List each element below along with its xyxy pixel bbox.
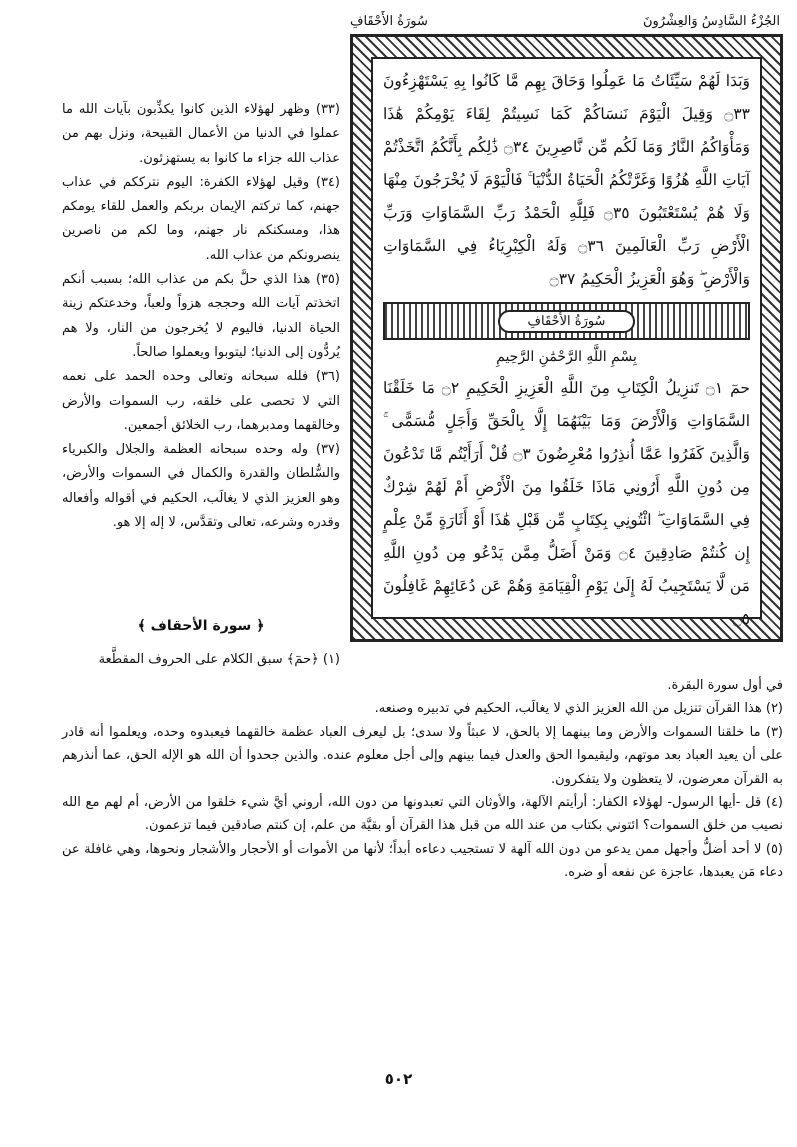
- tafsir-note-34: (٣٤) وقيل لهؤلاء الكفرة: اليوم نترككم في عذاب جهنم، كما تركتم الإيمان بربكم والعمل للقاء يومكم هذا، ومسكنكم نار جهنم، وما لكم من ناصرين ينصرونكم من عذاب الله.: [62, 174, 340, 263]
- tafsir-note-2: (٢) هذا القرآن تنزيل من الله العزيز الذي لا يغالَب، الحكيم في تدبيره وصنعه.: [374, 701, 783, 717]
- tafsir-note-37: (٣٧) وله وحده سبحانه العظمة والجلال والكبرياء والسُّلطان والقدرة والكمال في السموات والأرض، وهو العزيز الذي لا يغالَب، الحكيم في أقواله وأفعاله وقدره وشرعه، تعالى وتقدَّس، لا إله إلا هو.: [62, 442, 340, 531]
- tafsir-side-column: [62, 98, 340, 535]
- surah-banner: [383, 302, 750, 340]
- basmala: بِسْمِ اللَّهِ الرَّحْمَٰنِ الرَّحِيمِ: [496, 349, 637, 365]
- tafsir-note-4: (٤) قل -أيها الرسول- لهؤلاء الكفار: أرأيتم الآلهة، والأوثان التي تعبدونها من دون الله، أروني أيَّ شيء خلقوا من الأرض، أم لهم مع الله نصيب من خلق السموات؟ ائتوني بكتاب من عند الله من قبل هذا القرآن أو بقيَّة من علم، إن كنتم صادقين فيما تزعمون.: [62, 795, 783, 834]
- tafsir-surah-title: ﴿ سورة الأحقاف ﴾: [137, 618, 265, 634]
- juz-label: الجُزْءُ السَّادِسُ وَالعِشْرُونَ: [642, 14, 780, 29]
- ayat-bottom: حمٓ ۝١ تَنزِيلُ الْكِتَابِ مِنَ اللَّهِ الْعَزِيزِ الْحَكِيمِ ۝٢ مَا خَلَقْنَا السَّمَاوَاتِ وَالْأَرْضَ وَمَا بَيْنَهُمَا إِلَّا بِالْحَقِّ وَأَجَلٍ مُّسَمًّى ۚ وَالَّذِينَ كَفَرُوا عَمَّا أُنذِرُوا مُعْرِضُونَ ۝٣ قُلْ أَرَأَيْتُم مَّا تَدْعُونَ مِن دُونِ اللَّهِ أَرُونِي مَاذَا خَلَقُوا مِنَ الْأَرْضِ أَمْ لَهُمْ شِرْكٌ فِي السَّمَاوَاتِ ۖ ائْتُونِي بِكِتَابٍ مِّن قَبْلِ هَٰذَا أَوْ أَثَارَةٍ مِّنْ عِلْمٍ إِن كُنتُمْ صَادِقِينَ ۝٤ وَمَنْ أَضَلُّ مِمَّن يَدْعُو مِن دُونِ اللَّهِ مَن لَّا يَسْتَجِيبُ لَهُ إِلَىٰ يَوْمِ الْقِيَامَةِ وَهُمْ عَن دُعَائِهِمْ غَافِلُونَ ۝٥: [383, 379, 751, 628]
- mushaf-text-area: [371, 57, 762, 628]
- page-number: ٥٠٢: [384, 1070, 413, 1088]
- surah-banner-title: سُورَةُ الأَحْقَافِ: [498, 310, 636, 333]
- tafsir-note-35: (٣٥) هذا الذي حلَّ بكم من عذاب الله؛ بسبب أنكم اتخذتم آيات الله وحججه هزواً ولعباً، وخدعتكم زينة الحياة الدنيا، فاليوم لا يُخرجون من النار، ولا هم يُردُّون إلى الدنيا؛ ليتوبوا ويعملوا صالحاً.: [62, 272, 340, 360]
- tafsir-note-3: (٣) ما خلقنا السموات والأرض وما بينهما إلا بالحق، لا عبثاً ولا سدى؛ بل ليعرف العباد عظمة خالقهما فيعبدوه وحده، ويعلموا أنه قادر على أن يعيد العباد بعد موتهم، وليقيموا الحق والعدل فيما بينهم وإلى أجل معلوم عنده. والذين جحدوا أن الله هو الإله الحق، عما أنذرهم به القرآن معرضون، لا يتعظون ولا يتفكرون.: [62, 724, 783, 787]
- tafsir-bottom-block: [62, 674, 783, 885]
- page-header: [350, 10, 780, 34]
- surah-label: سُورَةُ الأَحْقَافِ: [350, 14, 428, 29]
- mushaf-frame: [350, 34, 783, 642]
- tafsir-note-1-continued: في أول سورة البقرة.: [667, 678, 783, 693]
- tafsir-note-36: (٣٦) فلله سبحانه وتعالى وحده الحمد على نعمه التي لا تحصى على خلقه، رب السموات والأرض وخالقهما ومدبرهما، رب الخلائق أجمعين.: [62, 369, 340, 433]
- ayat-top: وَبَدَا لَهُمْ سَيِّئَاتُ مَا عَمِلُوا وَحَاقَ بِهِم مَّا كَانُوا بِهِ يَسْتَهْزِءُونَ ۝٣٣ وَقِيلَ الْيَوْمَ نَنسَاكُمْ كَمَا نَسِيتُمْ لِقَاءَ يَوْمِكُمْ هَٰذَا وَمَأْوَاكُمُ النَّارُ وَمَا لَكُم مِّن نَّاصِرِينَ ۝٣٤ ذَٰلِكُم بِأَنَّكُمُ اتَّخَذْتُمْ آيَاتِ اللَّهِ هُزُوًا وَغَرَّتْكُمُ الْحَيَاةُ الدُّنْيَا ۚ فَالْيَوْمَ لَا يُخْرَجُونَ مِنْهَا وَلَا هُمْ يُسْتَعْتَبُونَ ۝٣٥ فَلِلَّهِ الْحَمْدُ رَبِّ السَّمَاوَاتِ وَرَبِّ الْأَرْضِ رَبِّ الْعَالَمِينَ ۝٣٦ وَلَهُ الْكِبْرِيَاءُ فِي السَّمَاوَاتِ وَالْأَرْضِ ۖ وَهُوَ الْعَزِيزُ الْحَكِيمُ ۝٣٧: [383, 72, 751, 288]
- tafsir-note-33: (٣٣) وظهر لهؤلاء الذين كانوا يكذِّبون بآيات الله ما عملوا في الدنيا من الأعمال القبيحة، ونزل بهم من عذاب الله جزاء ما كانوا به يستهزئون.: [62, 102, 340, 166]
- tafsir-note-5: (٥) لا أحد أضلُّ وأجهل ممن يدعو من دون الله آلهة لا تستجيب دعاءه أبداً؛ لأنها من الأموات أو الأحجار والأشجار ونحوها، وهي غافلة عن دعاء مَن يعبدها، عاجزة عن نفعه أو ضره.: [62, 841, 783, 881]
- tafsir-note-1: (١) ﴿حمٓ﴾ سبق الكلام على الحروف المقطَّعة: [98, 652, 340, 667]
